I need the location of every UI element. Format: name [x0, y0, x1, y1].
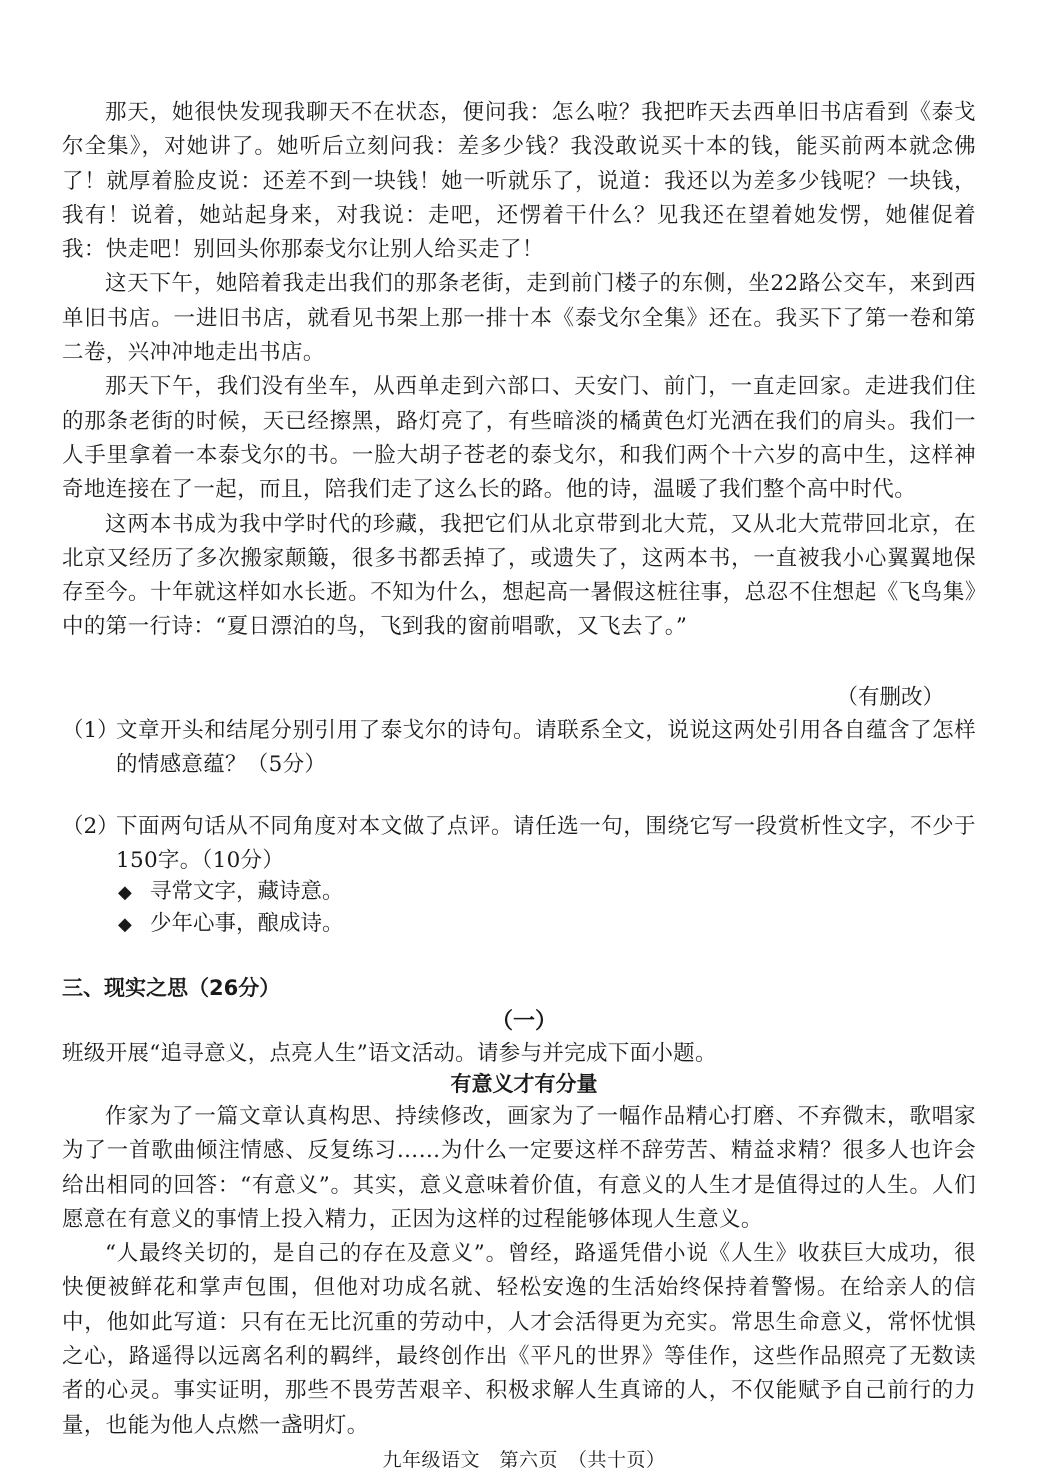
option-1-text: 寻常文字，藏诗意。: [150, 879, 344, 904]
question-1-number: （1）: [62, 718, 119, 743]
option-2-text: 少年心事，酿成诗。: [150, 911, 344, 936]
passage-paragraph-4: 这两本书成为我中学时代的珍藏，我把它们从北京带到北大荒，又从北大荒带回北京，在北京又经历了多次搬家颠簸，很多书都丢掉了，或遗失了，这两本书，一直被我小心翼翼地保存至今。十年就这样如水长逝。不知为什么，想起高一暑假这桩往事，总忍不住想起《飞鸟集》中的第一行诗：“夏日漂泊的鸟，飞到我的窗前唱歌，又飞去了。”: [62, 511, 976, 640]
passage-paragraph-1: 那天，她很快发现我聊天不在状态，便问我：怎么啦？我把昨天去西单旧书店看到《泰戈尔全集》，对她讲了。她听后立刻问我：差多少钱？我没敢说买十本的钱，能买前两本就念佛了！就厚着脸皮说：还差不到一块钱！她一听就乐了，说道：我还以为差多少钱呢？一块钱，我有！说着，她站起身来，对我说：走吧，还愣着干什么？见我还在望着她发愣，她催促着我：快走吧！别回头你那泰戈尔让别人给买走了！: [62, 100, 976, 263]
question-2-number: （2）: [62, 814, 119, 839]
subsection-label: （一）: [490, 1009, 557, 1034]
option-2: [118, 906, 344, 937]
article-title: 有意义才有分量: [450, 1072, 598, 1096]
article-paragraph-1: 作家为了一篇文章认真构思、持续修改，画家为了一幅作品精心打磨、不弃微末，歌唱家为了一首歌曲倾注情感、反复练习……为什么一定要这样不辞劳苦、精益求精？很多人也许会给出相同的回答：“有意义”。其实，意义意味着价值，有意义的人生才是值得过的人生。人们愿意在有意义的事情上投入精力，正因为这样的过程能够体现人生意义。: [62, 1104, 976, 1232]
page-footer: 九年级语文 第六页 （共十页）: [382, 1449, 666, 1471]
section-heading: 三、现实之思（26分）: [62, 976, 281, 1000]
passage: [62, 96, 976, 645]
option-1: [118, 874, 344, 905]
article: [62, 1100, 976, 1443]
diamond-bullet-icon: ◆: [118, 882, 132, 903]
article-paragraph-2: “人最终关切的，是自己的存在及意义”。曾经，路遥凭借小说《人生》收获巨大成功，很快便被鲜花和掌声包围，但他对功成名就、轻松安逸的生活始终保持着警惕。在给亲人的信中，他如此写道：只有在无比沉重的劳动中，人才会活得更为充实。常思生命意义，常怀忧惧之心，路遥得以远离名利的羁绊，最终创作出《平凡的世界》等佳作，这些作品照亮了无数读者的心灵。事实证明，那些不畏劳苦艰辛、积极求解人生真谛的人，不仅能赋予自己前行的力量，也能为他人点燃一盏明灯。: [62, 1241, 976, 1438]
question-2-text: 下面两句话从不同角度对本文做了点评。请任选一句，围绕它写一段赏析性文字，不少于150字。（10分）: [116, 814, 976, 873]
passage-paragraph-3: 那天下午，我们没有坐车，从西单走到六部口、天安门、前门，一直走回家。走进我们住的那条老街的时候，天已经擦黑，路灯亮了，有些暗淡的橘黄色灯光洒在我们的肩头。我们一人手里拿着一本泰戈尔的书。一脸大胡子苍老的泰戈尔，和我们两个十六岁的高中生，这样神奇地连接在了一起，而且，陪我们走了这么长的路。他的诗，温暖了我们整个高中时代。: [62, 374, 976, 503]
question-1-text: 文章开头和结尾分别引用了泰戈尔的诗句。请联系全文，说说这两处引用各自蕴含了怎样的情感意蕴？（5分）: [116, 718, 976, 777]
question-2: [62, 810, 976, 878]
edit-note: （有删改）: [836, 685, 944, 710]
activity-intro: 班级开展“追寻意义，点亮人生”语文活动。请参与并完成下面小题。: [62, 1041, 717, 1066]
passage-paragraph-2: 这天下午，她陪着我走出我们的那条老街，走到前门楼子的东侧，坐22路公交车，来到西单旧书店。一进旧书店，就看见书架上那一排十本《泰戈尔全集》还在。我买下了第一卷和第二卷，兴冲冲地走出书店。: [62, 271, 976, 366]
question-1: [62, 714, 976, 782]
diamond-bullet-icon: ◆: [118, 914, 132, 935]
